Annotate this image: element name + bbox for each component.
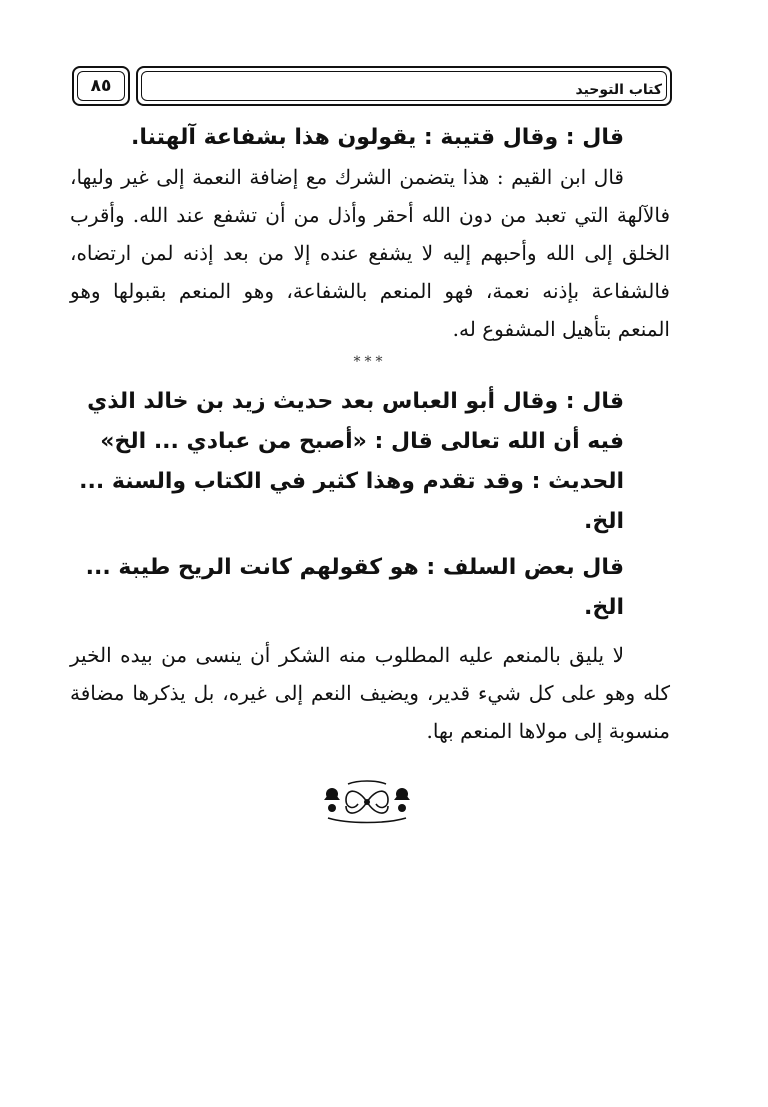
page-number: ٨٥ <box>90 76 112 96</box>
book-title-frame <box>136 66 672 106</box>
section-separator: *** <box>353 354 387 370</box>
page-content <box>70 118 670 750</box>
page-number-frame <box>72 66 130 106</box>
section-heading-abu-abbas: قال : وقال أبو العباس بعد حديث زيد بن خالد الذي فيه أن الله تعالى قال : «أصبح من عبادي ... الخ» الحديث : وقد تقدم وهذا كثير في الكتاب والسنة ... الخ. <box>79 389 624 534</box>
section-heading-qutaybah: قال : وقال قتيبة : يقولون هذا بشفاعة آلهتنا. <box>131 125 624 150</box>
book-title: كتاب التوحيد <box>575 82 662 98</box>
page-header <box>72 66 672 110</box>
paragraph-gratitude: لا يليق بالمنعم عليه المطلوب منه الشكر أن ينسى من بيده الخير كله وهو على كل شيء قدير، ويضيف النعم إلى غيره، بل يذكرها مضافة منسوبة إلى مولاها المنعم بها. <box>70 643 670 743</box>
section-heading-salaf: قال بعض السلف : هو كقولهم كانت الريح طيبة ... الخ. <box>85 555 624 620</box>
paragraph-ibn-qayyim: قال ابن القيم : هذا يتضمن الشرك مع إضافة النعمة إلى غير وليها، فالآلهة التي تعبد من دون الله أحقر وأذل من أن تشفع عند الله. وأقرب الخلق إلى الله وأحبهم إليه لا يشفع عنده إلا من بعد إذنه لمن ارتضاه، فالشفاعة بإذنه نعمة، فهو المنعم بالشفاعة، وهو المنعم بقبولها وهو المنعم بتأهيل المشفوع له. <box>70 165 670 341</box>
floral-ornament-icon <box>318 778 416 826</box>
